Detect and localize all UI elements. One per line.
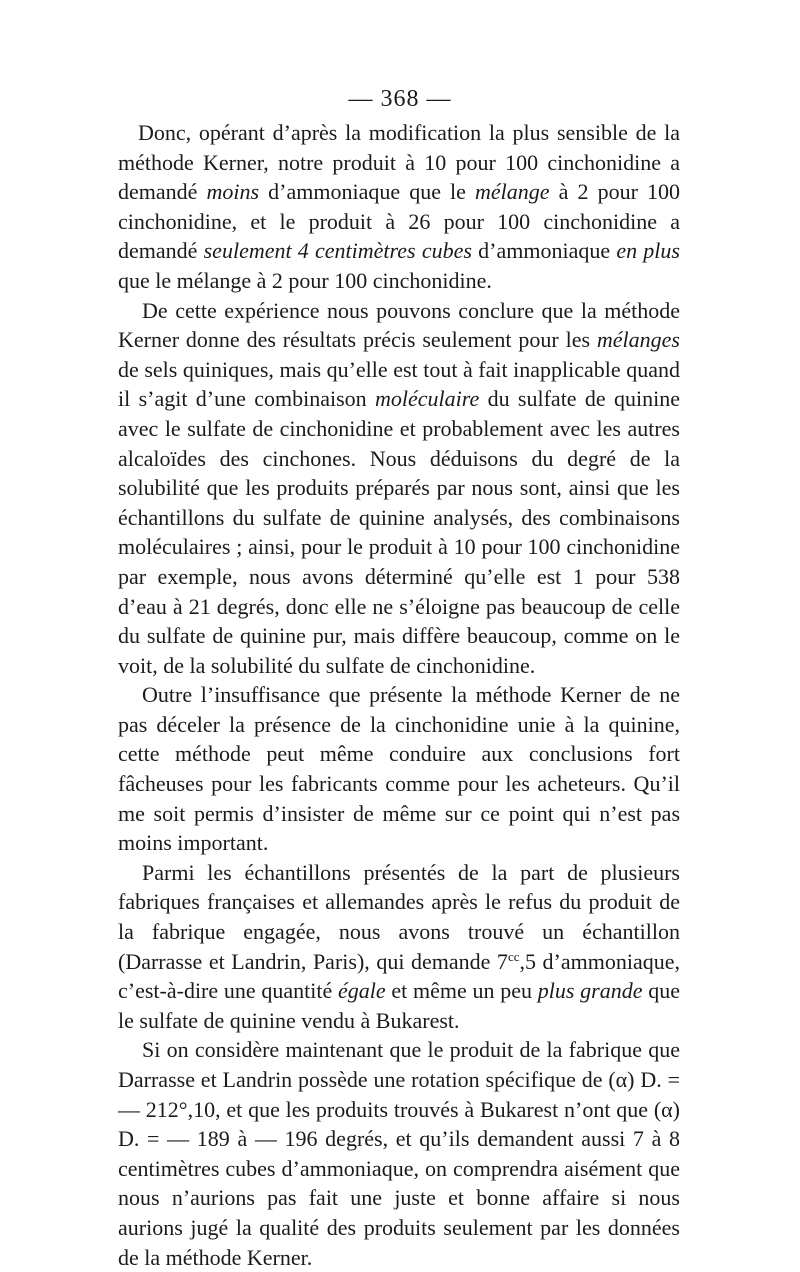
- paragraph-1: [118, 118, 680, 296]
- text-run: Donc, opérant d’après la modification la plus sensible de la méthode Kerner, notre produit à 10 pour 100 cinchonidine a demandé: [118, 120, 680, 205]
- text-run: du sulfate de quinine avec le sulfate de cinchonidine et probablement avec les autres alcaloïdes des cinchones. Nous déduisons du degré de la solubilité que les produits préparés par nous sont, ainsi que les échantillons du sulfate de quinine analysés, des combinaisons moléculaires ; ainsi, pour le produit à 10 pour 100 cinchonidine par exemple, nous avons déterminé qu’elle est 1 pour 538 d’eau à 21 degrés, donc elle ne s’éloigne pas beaucoup de celle du sulfate de quinine pur, mais diffère beaucoup, comme on le voit, de la solubilité du sulfate de cinchonidine.: [118, 386, 680, 678]
- text-run: Si on considère maintenant que le produit de la fabrique que Darrasse et Landrin possède une rotation spécifique de (α) D. =— 212°,10, et que les produits trouvés à Bukarest n’ont que (α) D. = — 189 à — 196 degrés, et qu’ils demandent aussi 7 à 8 centimètres cubes d’ammoniaque, on comprendra aisément que nous n’aurions pas fait une juste et bonne affaire si nous aurions jugé la qualité des produits seulement par les données de la méthode Kerner.: [118, 1037, 680, 1270]
- text-run: de sels quiniques, mais qu’elle est tout à fait inapplicable quand il s’agit d’une combinaison: [118, 356, 680, 412]
- italic-run: égale: [338, 978, 386, 1004]
- italic-run: mélange: [475, 179, 550, 205]
- italic-run: moléculaire: [374, 386, 480, 412]
- text-run: d’ammoniaque que le: [259, 179, 476, 205]
- superscript: cc: [507, 948, 520, 964]
- text-run: et même un peu: [385, 978, 538, 1004]
- text-run: De cette expérience nous pouvons conclure que la méthode Kerner donne des résultats précis seulement pour les: [118, 297, 680, 353]
- text-run: que le sulfate de quinine vendu à Bukarest.: [118, 978, 681, 1033]
- text-run: ,5 d’ammoniaque, c’est-à-dire une quantité: [118, 948, 680, 1004]
- paragraph-5: [118, 1035, 680, 1272]
- text-run: d’ammoniaque: [471, 238, 617, 264]
- italic-run: seulement 4 centimètres cubes: [203, 238, 472, 264]
- body-text: [118, 118, 680, 1272]
- italic-run: moins: [206, 179, 260, 205]
- paragraph-4: [118, 858, 680, 1036]
- text-run: Parmi les échantillons présentés de la part de plusieurs fabriques françaises et allemandes après le refus du produit de la fabrique engagée, nous avons trouvé un échantillon (Darrasse et Landrin, Paris), qui demande 7: [118, 859, 680, 974]
- italic-run: en plus: [616, 238, 680, 264]
- paragraph-2: [118, 296, 680, 681]
- text-run: à 2 pour 100 cinchonidine, et le produit à 26 pour 100 cinchonidine a demandé: [118, 179, 680, 264]
- italic-run: mélanges: [596, 327, 680, 353]
- text-run: Outre l’insuffisance que présente la méthode Kerner de ne pas déceler la présence de la cinchonidine unie à la quinine, cette méthode peut même conduire aux conclusions fort fâcheuses pour les fabricants comme pour les acheteurs. Qu’il me soit permis d’insister de même sur ce point qui n’est pas moins important.: [118, 682, 680, 856]
- text-run: que le mélange à 2 pour 100 cinchonidine.: [118, 267, 492, 293]
- italic-run: plus grande: [537, 978, 643, 1004]
- paragraph-3: [118, 680, 680, 858]
- page-number: — 368 —: [348, 86, 452, 112]
